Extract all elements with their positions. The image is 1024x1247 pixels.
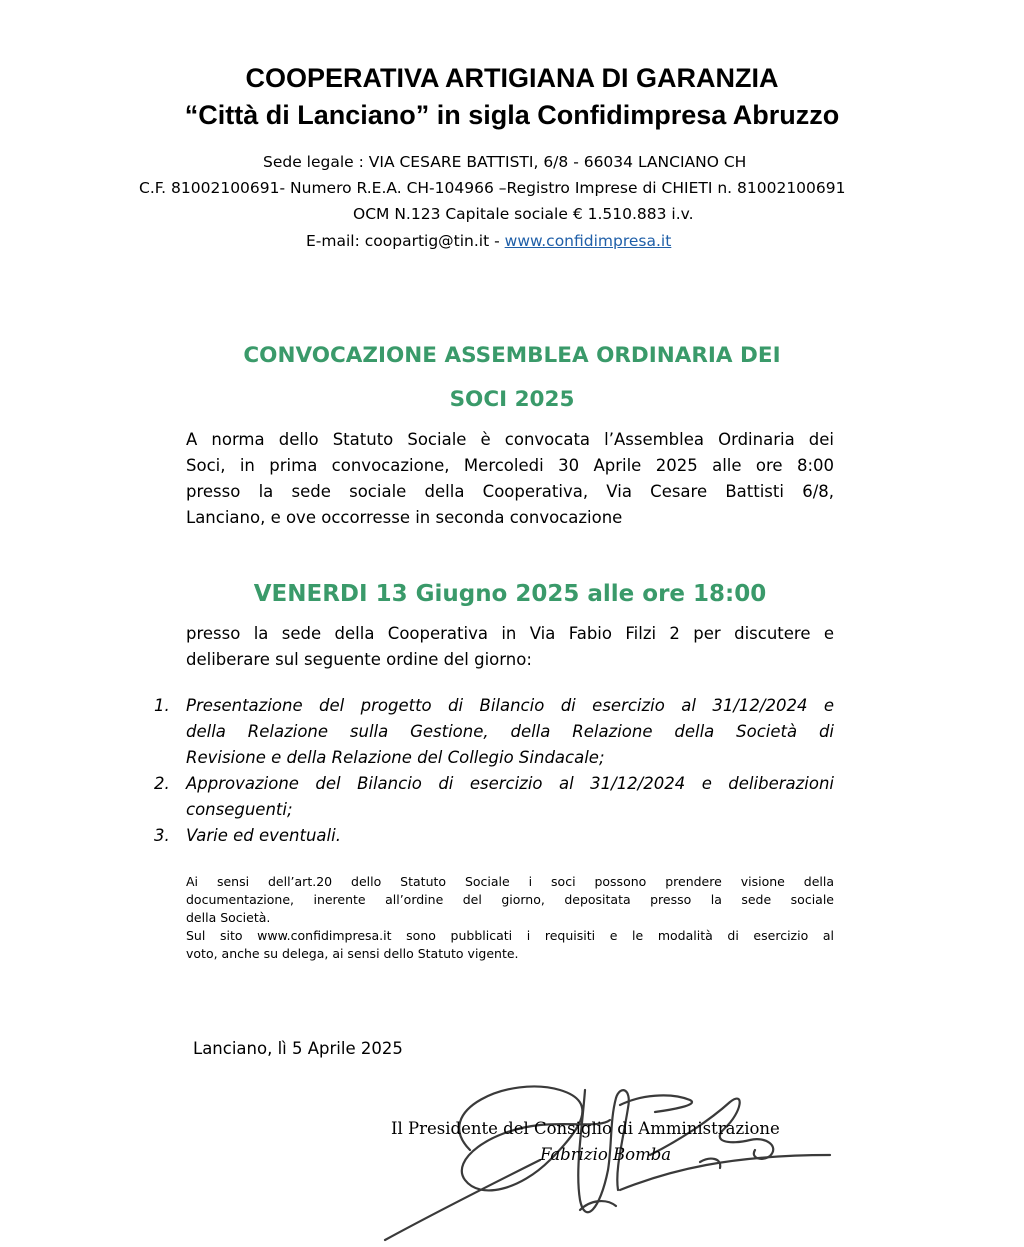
website-link[interactable]: www.confidimpresa.it <box>504 232 672 250</box>
agenda-line: della Relazione sulla Gestione, della Relazione della Società di <box>186 722 834 741</box>
note-line: Ai sensi dell’art.20 dello Statuto Sociale i soci possono prendere visione della <box>186 874 834 889</box>
agenda-line: Revisione e della Relazione del Collegio Sindacale; <box>186 748 605 767</box>
place-date: Lanciano, lì 5 Aprile 2025 <box>193 1039 403 1058</box>
agenda-number: 3. <box>154 826 170 845</box>
signatory-role: Il Presidente del Consiglio di Amministrazione <box>391 1119 780 1138</box>
notice-title-line2: SOCI 2025 <box>449 387 575 412</box>
intro-paragraph <box>186 427 834 531</box>
share-capital: OCM N.123 Capitale sociale € 1.510.883 i.v. <box>353 205 694 223</box>
note-line: voto, anche su delega, ai sensi dello Statuto vigente. <box>186 946 519 961</box>
location-line: deliberare sul seguente ordine del giorno: <box>186 650 532 669</box>
registered-office: Sede legale : VIA CESARE BATTISTI, 6/8 - 66034 LANCIANO CH <box>263 153 747 171</box>
intro-line: presso la sede sociale della Cooperativa, Via Cesare Battisti 6/8, <box>186 482 834 501</box>
second-call-date: VENERDI 13 Giugno 2025 alle ore 18:00 <box>253 581 767 607</box>
agenda-line: conseguenti; <box>186 800 293 819</box>
agenda-item <box>154 693 834 771</box>
agenda-line: Varie ed eventuali. <box>186 826 341 845</box>
contact-line <box>306 228 671 254</box>
note-line: della Società. <box>186 910 271 925</box>
location-paragraph <box>186 621 834 673</box>
intro-line: Lanciano, e ove occorresse in seconda convocazione <box>186 508 623 527</box>
signatory-name: Fabrizio Bomba <box>540 1145 672 1164</box>
location-line: presso la sede della Cooperativa in Via Fabio Filzi 2 per discutere e <box>186 624 834 643</box>
agenda-item <box>154 823 834 849</box>
agenda-number: 2. <box>154 774 170 793</box>
agenda-item <box>154 771 834 823</box>
note-line: documentazione, inerente all’ordine del giorno, depositata presso la sede sociale <box>186 892 834 907</box>
agenda-line: Presentazione del progetto di Bilancio di esercizio al 31/12/2024 e <box>186 696 834 715</box>
intro-line: Soci, in prima convocazione, Mercoledi 30 Aprile 2025 alle ore 8:00 <box>186 456 834 475</box>
registry-info: C.F. 81002100691- Numero R.E.A. CH-104966 –Registro Imprese di CHIETI n. 81002100691 <box>139 179 846 197</box>
note-paragraph <box>186 873 834 963</box>
email-text: E-mail: coopartig@tin.it - <box>306 232 505 250</box>
notice-title-line1: CONVOCAZIONE ASSEMBLEA ORDINARIA DEI <box>243 343 781 368</box>
note-line: Sul sito www.confidimpresa.it sono pubblicati i requisiti e le modalità di esercizio al <box>186 928 834 943</box>
agenda-number: 1. <box>154 696 170 715</box>
agenda-line: Approvazione del Bilancio di esercizio al 31/12/2024 e deliberazioni <box>186 774 834 793</box>
company-subtitle: “Città di Lanciano” in sigla Confidimpresa Abruzzo <box>184 100 840 130</box>
agenda-list <box>154 693 834 849</box>
company-name: COOPERATIVA ARTIGIANA DI GARANZIA <box>245 63 779 93</box>
intro-line: A norma dello Statuto Sociale è convocata l’Assemblea Ordinaria dei <box>186 430 834 449</box>
